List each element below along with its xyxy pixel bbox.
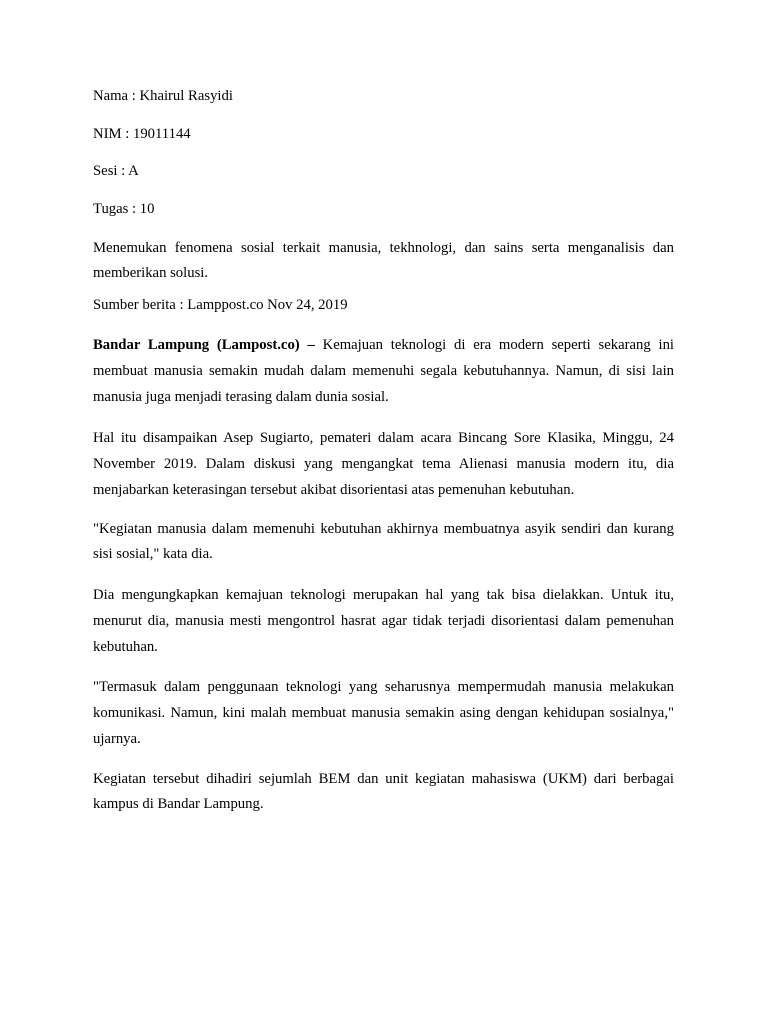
document-body (93, 86, 674, 831)
article-paragraph-5: Kegiatan tersebut dihadiri sejumlah BEM dan unit kegiatan mahasiswa (UKM) dari berbagai kampus di Bandar Lampung. (93, 770, 674, 812)
article-lead-text: Kemajuan teknologi di era modern seperti sekarang ini membuat manusia semakin mudah dalam memenuhi segala kebutuhannya. Namun, di sisi lain manusia juga menjadi terasing dalam dunia sosial. (93, 337, 674, 405)
session-line: Sesi : A (93, 163, 139, 179)
news-source-line: Sumber berita : Lamppost.co Nov 24, 2019 (93, 297, 348, 313)
article-paragraph-3: Dia mengungkapkan kemajuan teknologi merupakan hal yang tak bisa dielakkan. Untuk itu, menurut dia, manusia mesti mengontrol hasrat agar tidak terjadi disorientasi dalam pemenuhan kebutuhan. (93, 586, 674, 655)
article-paragraph-4: "Termasuk dalam penggunaan teknologi yang seharusnya mempermudah manusia melakukan komunikasi. Namun, kini malah membuat manusia semakin asing dengan kehidupan sosialnya," ujarnya. (93, 679, 674, 747)
article-dateline: Bandar Lampung (Lampost.co) – (93, 337, 315, 353)
student-name-line: Nama : Khairul Rasyidi (93, 88, 233, 104)
task-description: Menemukan fenomena sosial terkait manusia, tekhnologi, dan sains serta menganalisis dan memberikan solusi. (93, 240, 674, 281)
article-paragraph-2: "Kegiatan manusia dalam memenuhi kebutuhan akhirnya membuatnya asyik sendiri dan kurang sisi sosial," kata dia. (93, 521, 674, 562)
article-paragraph-1: Hal itu disampaikan Asep Sugiarto, pemateri dalam acara Bincang Sore Klasika, Minggu, 24 November 2019. Dalam diskusi yang mengangkat tema Alienasi manusia modern itu, dia menjabarkan keterasingan tersebut akibat disorientasi atas pemenuhan kebutuhan. (93, 429, 674, 498)
student-id-line: NIM : 19011144 (93, 125, 191, 142)
assignment-number-line: Tugas : 10 (93, 200, 155, 217)
article-lead-paragraph (93, 332, 674, 410)
